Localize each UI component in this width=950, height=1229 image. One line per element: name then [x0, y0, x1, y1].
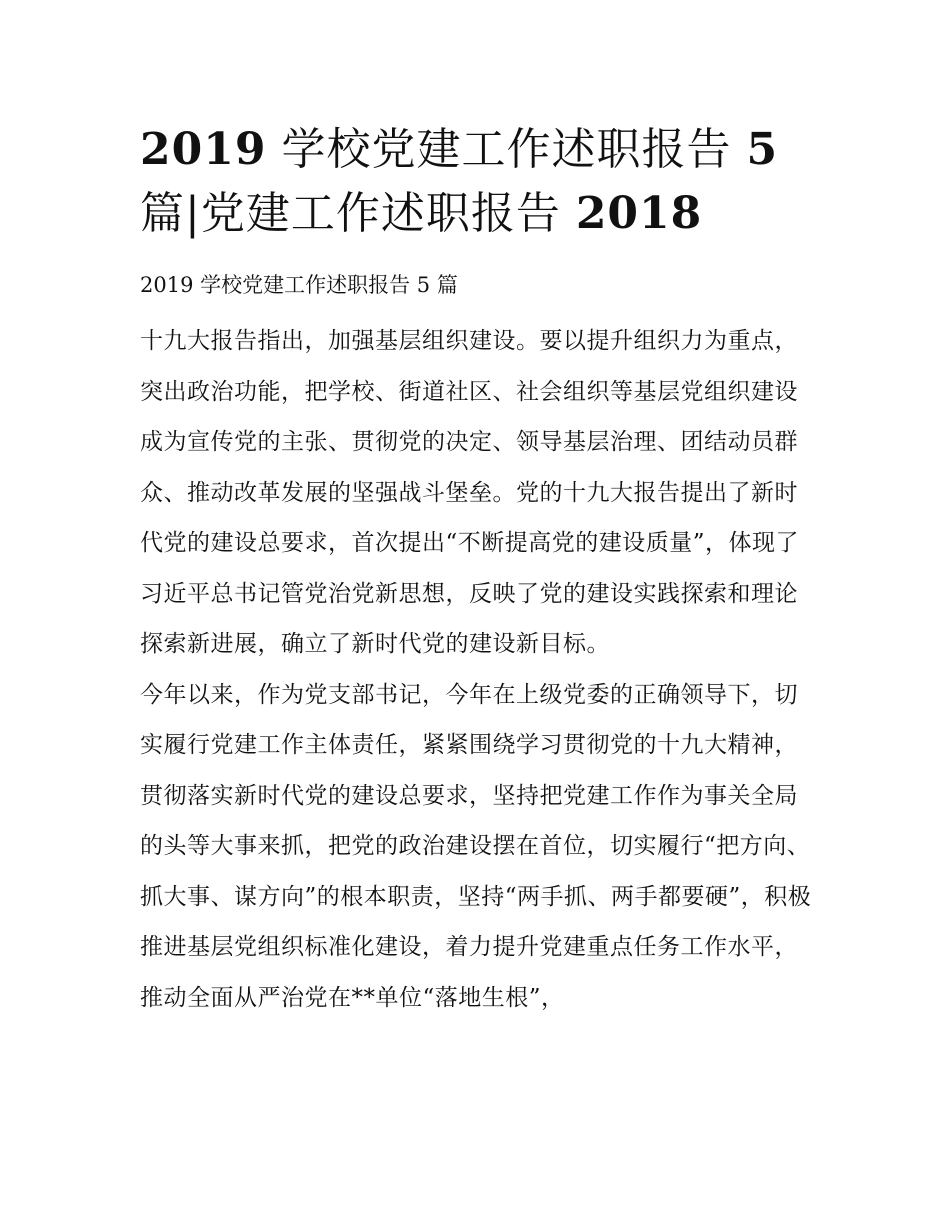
- title-count: 5: [746, 124, 779, 175]
- paragraph-2: 今年以来，作为党支部书记，今年在上级党委的正确领导下，切实履行党建工作主体责任，紧紧围绕学习贯彻党的十九大精神，贯彻落实新时代党的建设总要求，坚持把党建工作作为事关全局的头等大事来抓，把党的政治建设摆在首位，切实履行“把方向、抓大事、谋方向”的根本职责，坚持“两手抓、两手都要硬”，积极推进基层党组织标准化建设，着力提升党建重点任务工作水平，推动全面从严治党在**单位“落地生根”，: [140, 681, 812, 1011]
- document-page: [140, 118, 812, 1023]
- document-subtitle: 2019 学校党建工作述职报告 5 篇: [140, 273, 458, 297]
- paragraph-1: 十九大报告指出，加强基层组织建设。要以提升组织力为重点，突出政治功能，把学校、街道社区、社会组织等基层党组织建设成为宣传党的主张、贯彻党的决定、领导基层治理、团结动员群众、推动改革发展的坚强战斗堡垒。党的十九大报告提出了新时代党的建设总要求，首次提出“不断提高党的建设质量”，体现了习近平总书记管党治党新思想，反映了党的建设实践探索和理论探索新进展，确立了新时代党的建设新目标。: [140, 328, 800, 657]
- title-text-1: 学校党建工作述职报告: [266, 124, 747, 175]
- title-year: 2019: [140, 124, 267, 175]
- title-year-2: 2018: [575, 188, 703, 239]
- title-text-2: 篇|党建工作述职报告: [140, 188, 576, 239]
- document-title: [140, 118, 812, 246]
